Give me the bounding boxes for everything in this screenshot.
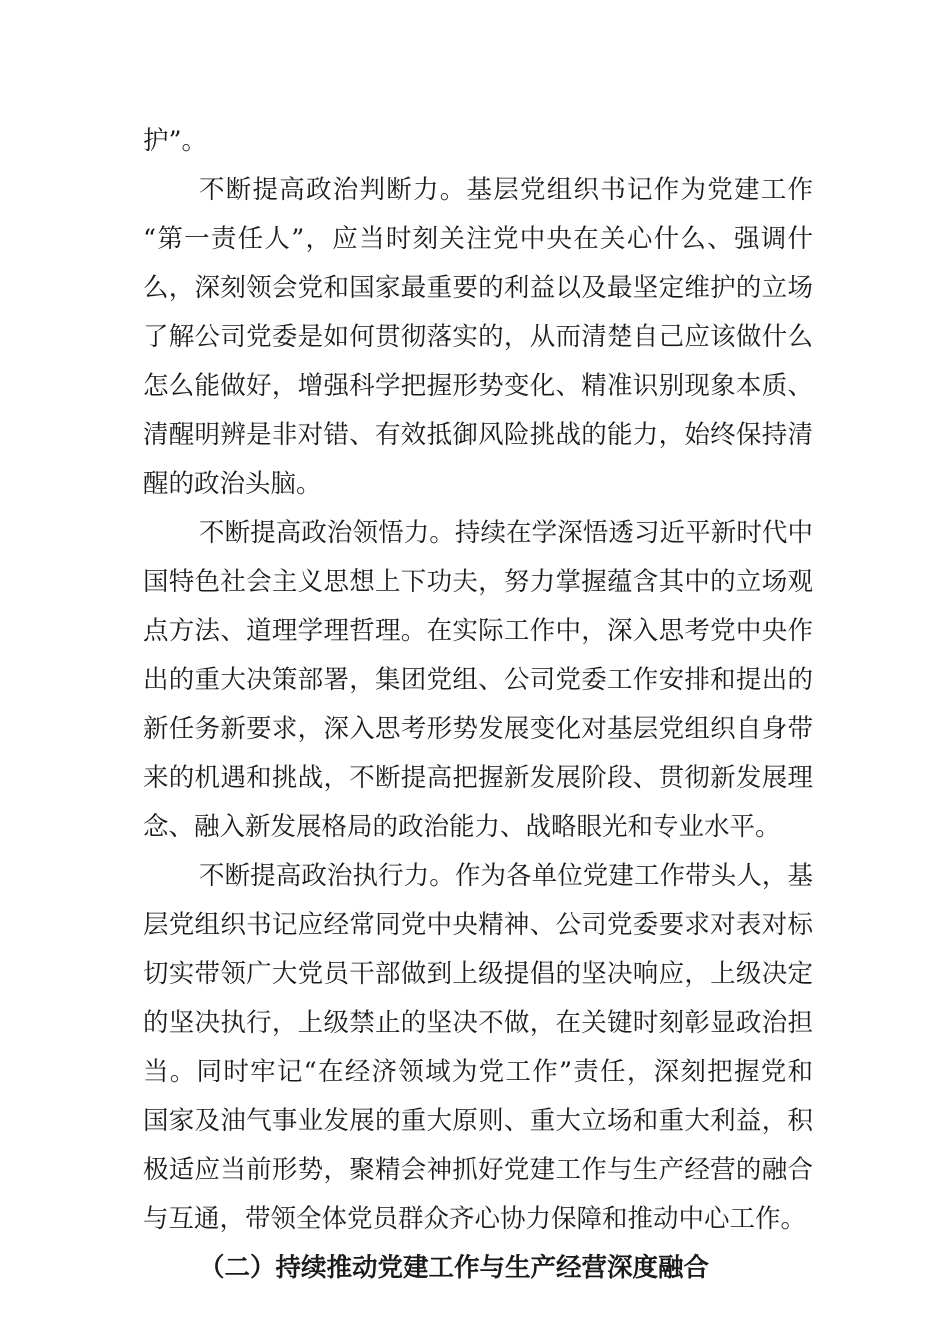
document-page: [143, 117, 813, 1293]
text-line: 么，深刻领会党和国家最重要的利益以及最坚定维护的立场: [143, 273, 813, 303]
text-line: 出的重大决策部署，集团党组、公司党委工作安排和提出的: [143, 665, 813, 695]
text-line: 清醒明辨是非对错、有效抵御风险挑战的能力，始终保持清: [143, 420, 813, 450]
paragraph-start-line: 不断提高政治领悟力。持续在学深悟透习近平新时代中: [199, 518, 813, 548]
text-line: 层党组织书记应经常同党中央精神、公司党委要求对表对标: [143, 910, 813, 940]
paragraph-start-line: 不断提高政治执行力。作为各单位党建工作带头人，基: [199, 861, 813, 891]
text-line: 的坚决执行，上级禁止的坚决不做，在关键时刻彰显政治担: [143, 1008, 813, 1038]
text-line: 新任务新要求，深入思考形势发展变化对基层党组织自身带: [143, 714, 813, 744]
text-line: 怎么能做好，增强科学把握形势变化、精准识别现象本质、: [143, 371, 813, 401]
text-line: 极适应当前形势，聚精会神抓好党建工作与生产经营的融合: [143, 1155, 813, 1185]
text-line: 国特色社会主义思想上下功夫，努力掌握蕴含其中的立场观: [143, 567, 813, 597]
text-line: 与互通，带领全体党员群众齐心协力保障和推动中心工作。: [143, 1204, 807, 1234]
text-line: 切实带领广大党员干部做到上级提倡的坚决响应，上级决定: [143, 959, 813, 989]
text-line: 护”。: [143, 126, 208, 156]
paragraph-start-line: 不断提高政治判断力。基层党组织书记作为党建工作: [199, 175, 813, 205]
text-line: 了解公司党委是如何贯彻落实的，从而清楚自己应该做什么: [143, 322, 813, 352]
text-line: 念、融入新发展格局的政治能力、战略眼光和专业水平。: [143, 812, 781, 842]
text-line: 点方法、道理学理哲理。在实际工作中，深入思考党中央作: [143, 616, 813, 646]
section-heading: （二）持续推动党建工作与生产经营深度融合: [199, 1253, 710, 1283]
text-line: 醒的政治头脑。: [143, 469, 322, 499]
text-line: 国家及油气事业发展的重大原则、重大立场和重大利益，积: [143, 1106, 813, 1136]
text-line: 来的机遇和挑战，不断提高把握新发展阶段、贯彻新发展理: [143, 763, 813, 793]
text-line: 当。同时牢记“在经济领域为党工作”责任，深刻把握党和: [143, 1057, 813, 1087]
text-line: “第一责任人”，应当时刻关注党中央在关心什么、强调什: [143, 224, 813, 254]
